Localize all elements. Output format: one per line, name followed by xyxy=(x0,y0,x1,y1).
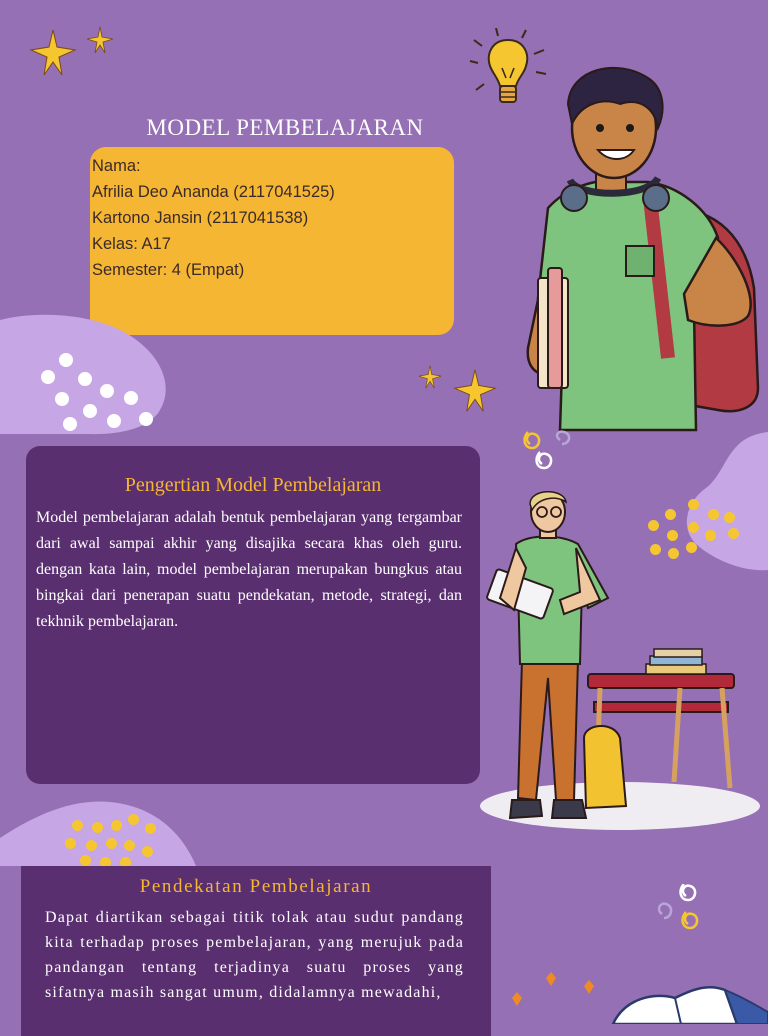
swirl-icon xyxy=(520,430,580,476)
swirl-icon xyxy=(650,884,710,940)
info-line-student-2: Kartono Jansin (2117041538) xyxy=(92,209,309,227)
star-icon xyxy=(452,368,498,414)
info-line-name-label: Nama: xyxy=(92,157,141,175)
info-line-class: Kelas: A17 xyxy=(92,235,171,253)
student-illustration xyxy=(508,58,768,433)
student-laptop-illustration xyxy=(460,488,760,833)
definition-heading: Pengertian Model Pembelajaran xyxy=(124,474,382,496)
document-title: MODEL PEMBELAJARAN xyxy=(146,115,424,140)
definition-body: Model pembelajaran adalah bentuk pembelajaran yang tergambar dari awal sampai akhir yang disajika secara khas oleh guru. dengan kata lain, model pembelajaran merupakan bungkus atau bingkai dari penerapan suatu pendekatan, metode, strategi, dan tekhnik pembelajaran. xyxy=(36,509,462,630)
star-icon xyxy=(86,26,114,54)
approach-heading: Pendekatan Pembelajaran xyxy=(139,876,373,897)
approach-body: Dapat diartikan sebagai titik tolak atau sudut pandang kita terhadap proses pembelajaran, yang merujuk pada pandangan tentang terjadinya suatu proses yang sifatnya masih sangat umum, didalamnya mewadahi, xyxy=(45,909,464,1001)
student-info-card xyxy=(90,147,454,335)
decorative-blob xyxy=(0,798,200,868)
star-icon xyxy=(28,28,78,78)
info-line-student-1: Afrilia Deo Ananda (2117041525) xyxy=(92,183,335,201)
info-line-semester: Semester: 4 (Empat) xyxy=(92,261,245,279)
open-book-illustration xyxy=(505,968,768,1024)
star-icon xyxy=(418,365,442,389)
